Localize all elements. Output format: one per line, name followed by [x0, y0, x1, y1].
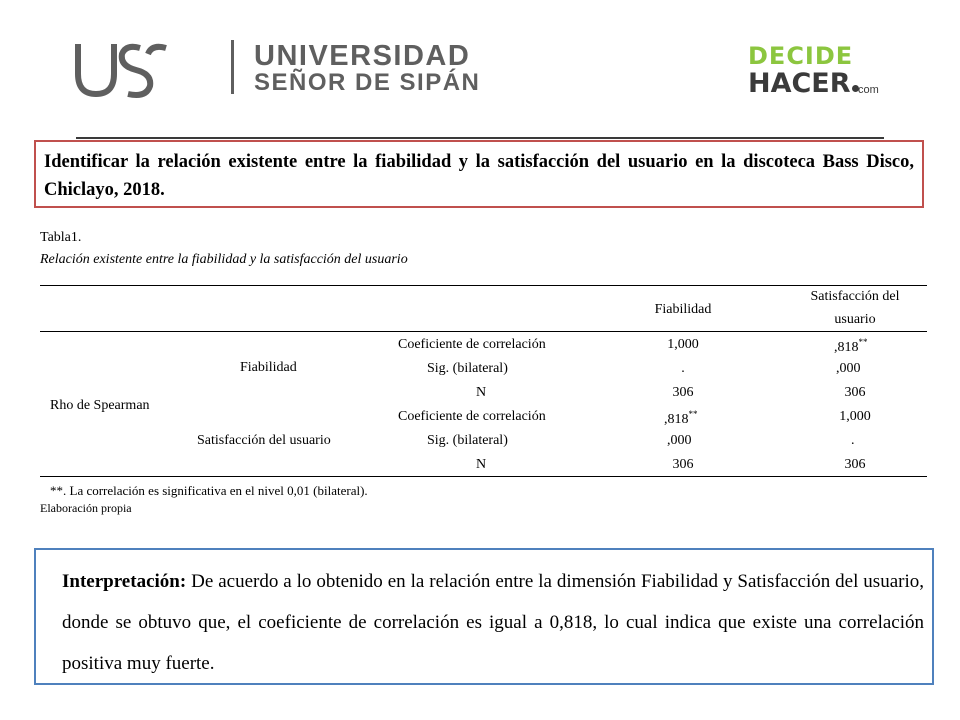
method-label: Rho de Spearman — [50, 398, 150, 413]
group-label-satisfaccion: Satisfacción del usuario — [197, 433, 331, 448]
uss-monogram-icon — [74, 40, 169, 100]
interpretation-label: Interpretación: — [62, 571, 187, 592]
table-subtitle: Relación existente entre la fiabilidad y la satisfacción del usuario — [40, 252, 408, 267]
table-top-rule — [40, 285, 927, 286]
significance-mark: ** — [858, 337, 868, 347]
stat-label: Sig. (bilateral) — [427, 433, 508, 448]
col-header-fiabilidad: Fiabilidad — [654, 302, 712, 317]
logo-word-decide: DECIDE — [748, 42, 854, 70]
table-cell: 1,000 — [667, 337, 699, 352]
table-cell: 306 — [844, 457, 866, 472]
table-footnote: **. La correlación es significativa en el nivel 0,01 (bilateral). — [50, 483, 368, 498]
table-cell: 1,000 — [839, 409, 871, 424]
stat-label: N — [476, 385, 487, 400]
table-bottom-rule — [40, 476, 927, 477]
table-source: Elaboración propia — [40, 501, 132, 515]
col-header-satisfaccion-line2: usuario — [834, 312, 876, 327]
university-name-line1: UNIVERSIDAD — [254, 40, 471, 72]
table-cell: ,818** — [664, 409, 698, 427]
table-cell: ,000 — [836, 361, 861, 376]
logo-suffix: com — [858, 84, 879, 96]
table-cell: . — [851, 433, 855, 448]
significance-mark: ** — [688, 409, 698, 419]
group-label-fiabilidad: Fiabilidad — [240, 360, 297, 375]
table-cell: ,000 — [667, 433, 692, 448]
table-cell: 306 — [844, 385, 866, 400]
logo-divider — [231, 40, 234, 94]
table-cell: 306 — [672, 457, 694, 472]
interpretation-text: De acuerdo a lo obtenido en la relación entre la dimensión Fiabilidad y Satisfacción del usuario, donde se obtuvo que, el coeficiente de correlación es igual a 0,818, lo cual indica que existe una correlación positiva muy fuerte. — [62, 571, 924, 674]
logo-word-hacer: HACER — [748, 68, 859, 99]
decide-hacer-logo — [748, 42, 893, 102]
table-cell: 306 — [672, 385, 694, 400]
stat-label: Coeficiente de correlación — [398, 409, 546, 424]
objective-text: Identificar la relación existente entre la fiabilidad y la satisfacción del usuario en la discoteca Bass Disco, Chiclayo, 2018. — [44, 152, 914, 200]
col-header-satisfaccion-line1: Satisfacción del — [810, 289, 900, 304]
stat-label: Coeficiente de correlación — [398, 337, 546, 352]
university-name-line2: SEÑOR DE SIPÁN — [254, 69, 481, 96]
stat-label: Sig. (bilateral) — [427, 361, 508, 376]
stat-label: N — [476, 457, 487, 472]
header-divider — [76, 137, 884, 139]
table-header-rule — [40, 331, 927, 332]
table-cell: . — [681, 361, 685, 376]
table-label: Tabla1. — [40, 230, 82, 245]
objective-box — [34, 140, 924, 208]
interpretation-box — [34, 548, 934, 685]
uss-logo — [74, 40, 481, 102]
table-cell: ,818** — [834, 337, 868, 355]
